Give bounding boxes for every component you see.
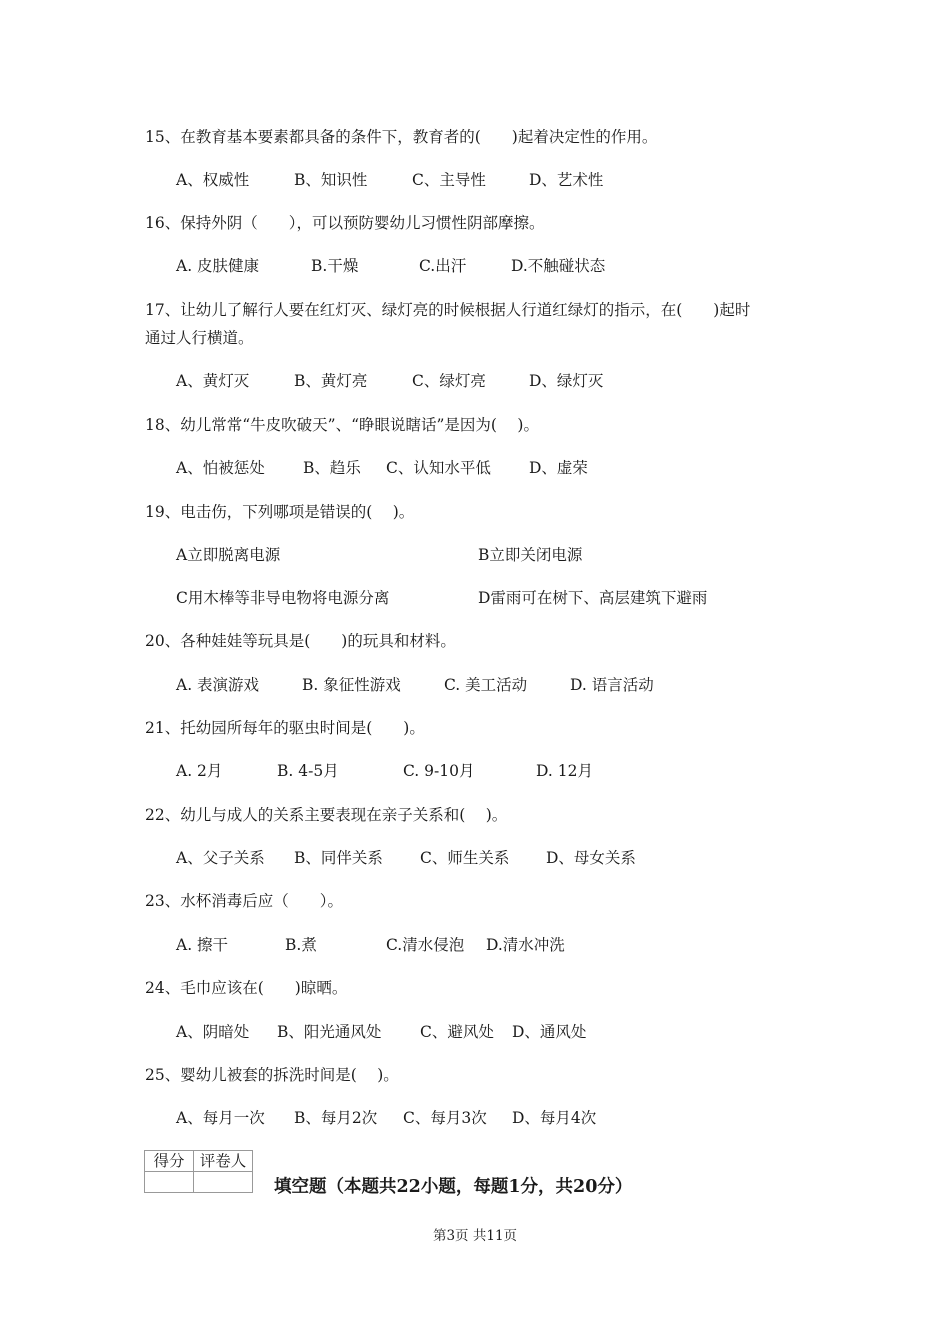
option-c: C、认知水平低 [386, 459, 491, 477]
option-d: D.不触碰状态 [511, 257, 606, 275]
option-a: A. 2月 [176, 762, 223, 780]
question-23: 23、水杯消毒后应（ ）。 [145, 892, 343, 910]
option-d: D. 12月 [536, 762, 593, 780]
option-b: B立即关闭电源 [478, 546, 583, 564]
option-c: C.清水侵泡 [386, 936, 465, 954]
option-c: C、主导性 [412, 171, 486, 189]
page-footer: 第3页 共11页 [432, 1228, 518, 1244]
question-19: 19、电击伤，下列哪项是错误的( )。 [145, 503, 415, 521]
question-24: 24、毛巾应该在( )晾晒。 [145, 979, 348, 997]
question-20: 20、各种娃娃等玩具是( )的玩具和材料。 [145, 632, 456, 650]
question-17-continued: 通过人行横道。 [145, 329, 254, 347]
question-21: 21、托幼园所每年的驱虫时间是( )。 [145, 719, 425, 737]
option-d: D雷雨可在树下、高层建筑下避雨 [478, 589, 708, 607]
option-b: B、同伴关系 [294, 849, 383, 867]
option-b: B.煮 [285, 936, 317, 954]
option-b: B、黄灯亮 [294, 372, 368, 390]
option-a: A、父子关系 [176, 849, 265, 867]
score-table [144, 1150, 253, 1193]
score-label: 得分 [145, 1151, 194, 1172]
option-a: A. 皮肤健康 [176, 257, 260, 275]
option-c: C. 9-10月 [403, 762, 475, 780]
question-17: 17、让幼儿了解行人要在红灯灭、绿灯亮的时候根据人行道红绿灯的指示，在( )起时 [145, 301, 751, 319]
question-18: 18、幼儿常常“牛皮吹破天”、“睁眼说瞎话”是因为( )。 [145, 416, 539, 434]
option-d: D、虚荣 [529, 459, 588, 477]
question-22: 22、幼儿与成人的关系主要表现在亲子关系和( )。 [145, 806, 508, 824]
option-c: C、师生关系 [420, 849, 510, 867]
option-c: C. 美工活动 [444, 676, 528, 694]
option-d: D、艺术性 [529, 171, 604, 189]
grader-cell[interactable] [194, 1172, 253, 1193]
option-b: B.干燥 [311, 257, 359, 275]
score-cell[interactable] [145, 1172, 194, 1193]
question-16: 16、保持外阴（ ），可以预防婴幼儿习惯性阴部摩擦。 [145, 214, 545, 232]
option-b: B、趋乐 [303, 459, 361, 477]
option-d: D、每月4次 [512, 1109, 597, 1127]
section-title: 填空题（本题共22小题，每题1分，共20分） [274, 1177, 633, 1197]
option-b: B. 4-5月 [277, 762, 339, 780]
option-c: C、绿灯亮 [412, 372, 486, 390]
option-d: D.清水冲洗 [486, 936, 565, 954]
option-a: A、权威性 [176, 171, 250, 189]
option-d: D、母女关系 [546, 849, 636, 867]
option-d: D、通风处 [512, 1023, 587, 1041]
option-c: C、避风处 [420, 1023, 494, 1041]
option-d: D. 语言活动 [570, 676, 654, 694]
grader-label: 评卷人 [194, 1151, 253, 1172]
question-15: 15、在教育基本要素都具备的条件下，教育者的( )起着决定性的作用。 [145, 128, 658, 146]
option-b: B、每月2次 [294, 1109, 378, 1127]
option-c: C、每月3次 [403, 1109, 487, 1127]
option-a: A. 擦干 [176, 936, 229, 954]
option-a: A、阴暗处 [176, 1023, 250, 1041]
option-a: A、每月一次 [176, 1109, 265, 1127]
option-a: A立即脱离电源 [176, 546, 281, 564]
option-c: C用木棒等非导电物将电源分离 [176, 589, 390, 607]
option-b: B、阳光通风处 [277, 1023, 382, 1041]
question-25: 25、婴幼儿被套的拆洗时间是( )。 [145, 1066, 399, 1084]
option-c: C.出汗 [419, 257, 467, 275]
option-d: D、绿灯灭 [529, 372, 604, 390]
option-a: A. 表演游戏 [176, 676, 260, 694]
option-a: A、黄灯灭 [176, 372, 250, 390]
option-a: A、怕被惩处 [176, 459, 265, 477]
option-b: B. 象征性游戏 [302, 676, 401, 694]
option-b: B、知识性 [294, 171, 368, 189]
